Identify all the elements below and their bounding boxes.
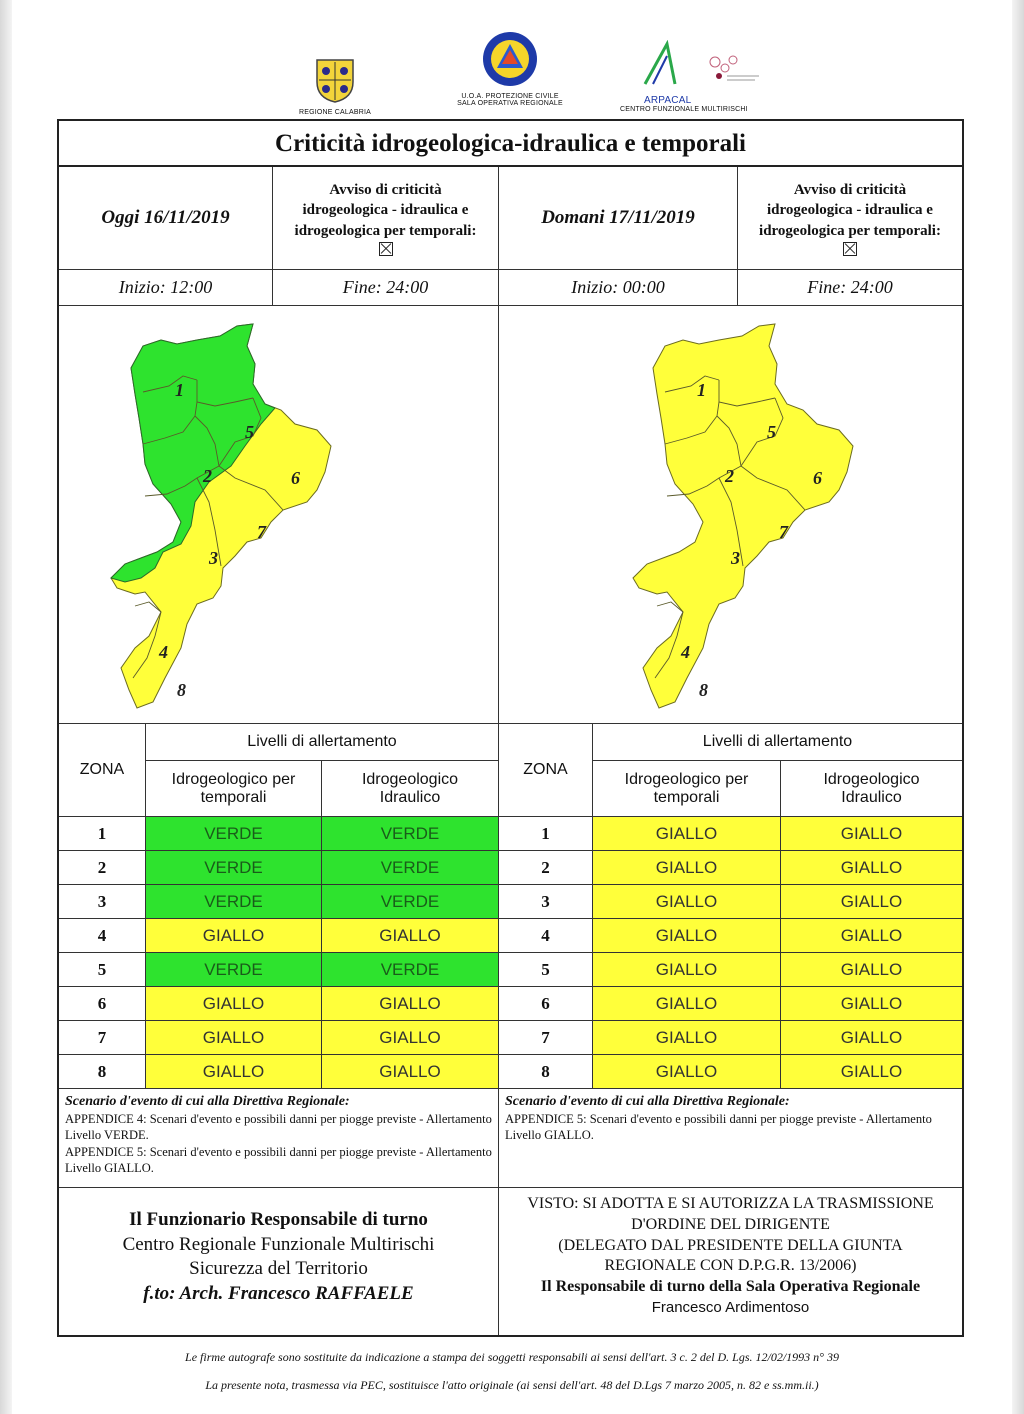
tomorrow-zone-number: 5 <box>499 953 593 987</box>
today-avviso-line2: idrogeologica - idraulica e <box>302 202 469 219</box>
tomorrow-zone-number: 3 <box>499 885 593 919</box>
tomorrow-level-temporali: GIALLO <box>593 851 781 885</box>
today-fine: Fine: 24:00 <box>273 270 499 306</box>
tomorrow-zone-number: 1 <box>499 817 593 851</box>
arpacal-logo <box>618 40 768 113</box>
right-scan-edge <box>1012 0 1024 1414</box>
footer-note-1: Le firme autografe sono sostituite da indicazione a stampa dei soggetti responsabili ai sensi dell'art. 3 c. 2 del D. Lgs. 12/02/1993 n° 39 <box>185 1350 839 1364</box>
funzionario-title: Il Funzionario Responsabile di turno <box>129 1209 428 1230</box>
today-level-idraulico: GIALLO <box>322 919 499 953</box>
zone-map-label: 8 <box>699 680 708 700</box>
today-col1-line1: Idrogeologico per <box>171 770 296 788</box>
today-avviso-line3: idrogeologica per temporali: <box>294 222 477 239</box>
zone-map-label: 1 <box>175 380 184 400</box>
tomorrow-zone-number: 7 <box>499 1021 593 1055</box>
tomorrow-avviso-line3: idrogeologica per temporali: <box>759 222 941 239</box>
tomorrow-zone-number: 8 <box>499 1055 593 1089</box>
funzionario-signature <box>59 1188 499 1335</box>
tomorrow-livelli-header: Livelli di allertamento <box>593 724 962 761</box>
protezione-civile-icon <box>477 30 543 88</box>
tomorrow-inizio: Inizio: 00:00 <box>499 270 738 306</box>
footer-note-2: La presente nota, trasmessa via PEC, sostituisce l'atto originale (ai sensi dell'art. 48 del D.Lgs 7 marzo 2005, n. 82 e ss.mm.ii.) <box>205 1378 819 1392</box>
funzionario-centro: Centro Regionale Funzionale Multirischi <box>122 1233 435 1255</box>
today-level-temporali: VERDE <box>146 885 322 919</box>
tomorrow-col2-line2: Idraulico <box>841 788 902 806</box>
visto-line2: D'ORDINE DEL DIRIGENTE <box>631 1215 830 1233</box>
arpacal-subcaption: CENTRO FUNZIONALE MULTIRISCHI <box>620 105 748 113</box>
zone-map-label: 8 <box>177 680 186 700</box>
tomorrow-col1-header <box>593 761 781 817</box>
today-avviso-checkbox <box>379 242 393 256</box>
today-zone-number: 8 <box>59 1055 146 1089</box>
tomorrow-scenario-app5: APPENDICE 5: Scenari d'evento e possibili danni per piogge previste - Allertamento Livello GIALLO. <box>505 1112 932 1143</box>
zone-map-label: 4 <box>681 642 690 662</box>
tomorrow-scenario-heading: Scenario d'evento di cui alla Direttiva Regionale: <box>505 1094 790 1109</box>
funzionario-name: f.to: Arch. Francesco RAFFAELE <box>143 1283 414 1305</box>
zone-map-label: 4 <box>159 642 168 662</box>
today-level-idraulico: VERDE <box>322 885 499 919</box>
bulletin-document <box>57 119 964 1337</box>
tomorrow-scenario <box>499 1089 962 1188</box>
today-level-temporali: VERDE <box>146 953 322 987</box>
today-zone-number: 1 <box>59 817 146 851</box>
tomorrow-level-idraulico: GIALLO <box>781 953 962 987</box>
today-level-temporali: GIALLO <box>146 1055 322 1089</box>
today-livelli-header: Livelli di allertamento <box>146 724 499 761</box>
today-zone-number: 3 <box>59 885 146 919</box>
today-level-temporali: GIALLO <box>146 919 322 953</box>
zone-map-label: 6 <box>813 468 822 488</box>
zone-map-label: 3 <box>209 548 218 568</box>
today-level-idraulico: GIALLO <box>322 1021 499 1055</box>
zone-map-label: 3 <box>731 548 740 568</box>
today-level-idraulico: VERDE <box>322 851 499 885</box>
visto-responsabile: Il Responsabile di turno della Sala Operativa Regionale <box>540 1278 921 1296</box>
protezione-caption-1: U.O.A. PROTEZIONE CIVILE <box>461 92 559 100</box>
today-avviso <box>273 167 499 270</box>
regione-shield-icon <box>313 56 357 104</box>
funzionario-sicurezza: Sicurezza del Territorio <box>189 1258 368 1280</box>
today-zone-number: 7 <box>59 1021 146 1055</box>
tomorrow-avviso-checkbox <box>843 242 857 256</box>
today-col2-line1: Idrogeologico <box>361 770 459 788</box>
visto-line3: (DELEGATO DAL PRESIDENTE DELLA GIUNTA <box>558 1236 903 1254</box>
today-level-temporali: VERDE <box>146 817 322 851</box>
tomorrow-avviso-line1: Avviso di criticità <box>793 182 907 199</box>
tomorrow-level-idraulico: GIALLO <box>781 817 962 851</box>
tomorrow-level-temporali: GIALLO <box>593 1055 781 1089</box>
today-calabria-map <box>59 306 499 724</box>
today-date: Oggi 16/11/2019 <box>59 167 273 270</box>
today-level-idraulico: VERDE <box>322 817 499 851</box>
today-col2-header <box>322 761 499 817</box>
tomorrow-col1-line2: temporali <box>653 788 720 806</box>
tomorrow-col1-line1: Idrogeologico per <box>624 770 749 788</box>
tomorrow-zone-number: 6 <box>499 987 593 1021</box>
tomorrow-level-temporali: GIALLO <box>593 885 781 919</box>
today-col1-line2: temporali <box>200 788 267 806</box>
tomorrow-level-idraulico: GIALLO <box>781 885 962 919</box>
today-level-idraulico: GIALLO <box>322 1055 499 1089</box>
today-level-temporali: GIALLO <box>146 1021 322 1055</box>
today-level-idraulico: VERDE <box>322 953 499 987</box>
zone-map-label: 2 <box>725 466 734 486</box>
today-zone-number: 5 <box>59 953 146 987</box>
tomorrow-level-temporali: GIALLO <box>593 817 781 851</box>
tomorrow-level-idraulico: GIALLO <box>781 851 962 885</box>
tomorrow-col2-line1: Idrogeologico <box>823 770 920 788</box>
today-inizio: Inizio: 12:00 <box>59 270 273 306</box>
visto-signature <box>499 1188 962 1335</box>
tomorrow-col2-header <box>781 761 962 817</box>
tomorrow-fine: Fine: 24:00 <box>738 270 962 306</box>
protezione-civile-logo <box>430 30 590 108</box>
tomorrow-level-temporali: GIALLO <box>593 919 781 953</box>
calabria-region-shape <box>633 324 853 708</box>
bulletin-title: Criticità idrogeologica-idraulica e temporali <box>59 121 962 167</box>
visto-name: Francesco Ardimentoso <box>651 1298 810 1316</box>
zone-map-label: 7 <box>779 522 788 542</box>
protezione-caption-2: SALA OPERATIVA REGIONALE <box>457 100 563 108</box>
today-scenario-app5: APPENDICE 5: Scenari d'evento e possibili danni per piogge previste - Allertamento Livello GIALLO. <box>65 1144 492 1175</box>
zone-map-label: 1 <box>697 380 706 400</box>
today-scenario-app4: APPENDICE 4: Scenari d'evento e possibili danni per piogge previste - Allertamento Livello VERDE. <box>65 1112 492 1143</box>
today-level-temporali: VERDE <box>146 851 322 885</box>
today-col2-line2: Idraulico <box>379 788 441 806</box>
zone-map-label: 5 <box>245 422 254 442</box>
tomorrow-zone-number: 2 <box>499 851 593 885</box>
tomorrow-calabria-map <box>499 306 962 724</box>
zone-map-label: 7 <box>257 522 266 542</box>
today-map-panel <box>59 306 499 724</box>
left-scan-edge <box>0 0 12 1414</box>
regione-calabria-logo <box>280 56 390 116</box>
today-zone-number: 2 <box>59 851 146 885</box>
zone-map-label: 5 <box>767 422 776 442</box>
arpacal-mountain-icon <box>623 40 763 90</box>
regione-caption: REGIONE CALABRIA <box>298 108 372 116</box>
tomorrow-level-idraulico: GIALLO <box>781 987 962 1021</box>
visto-line4: REGIONALE CON D.P.G.R. 13/2006) <box>604 1257 857 1275</box>
today-scenario <box>59 1089 499 1188</box>
tomorrow-avviso-line2: idrogeologica - idraulica e <box>767 202 933 219</box>
today-scenario-heading: Scenario d'evento di cui alla Direttiva Regionale: <box>65 1094 350 1109</box>
zone-map-label: 2 <box>203 466 212 486</box>
today-level-temporali: GIALLO <box>146 987 322 1021</box>
today-zone-number: 6 <box>59 987 146 1021</box>
today-avviso-line1: Avviso di criticità <box>329 182 442 199</box>
tomorrow-zone-number: 4 <box>499 919 593 953</box>
tomorrow-level-idraulico: GIALLO <box>781 1021 962 1055</box>
arpacal-caption: ARPACAL <box>644 94 692 106</box>
today-zona-header: ZONA <box>59 724 146 817</box>
visto-line1: VISTO: SI ADOTTA E SI AUTORIZZA LA TRASMISSIONE <box>527 1195 934 1212</box>
tomorrow-level-temporali: GIALLO <box>593 987 781 1021</box>
tomorrow-level-idraulico: GIALLO <box>781 919 962 953</box>
tomorrow-level-idraulico: GIALLO <box>781 1055 962 1089</box>
tomorrow-zona-header: ZONA <box>499 724 593 817</box>
tomorrow-level-temporali: GIALLO <box>593 1021 781 1055</box>
zone-map-label: 6 <box>291 468 300 488</box>
today-zone-number: 4 <box>59 919 146 953</box>
tomorrow-map-panel <box>499 306 962 724</box>
tomorrow-date: Domani 17/11/2019 <box>499 167 738 270</box>
header-logos <box>0 36 1024 116</box>
tomorrow-avviso <box>738 167 962 270</box>
tomorrow-level-temporali: GIALLO <box>593 953 781 987</box>
today-level-idraulico: GIALLO <box>322 987 499 1021</box>
today-col1-header <box>146 761 322 817</box>
